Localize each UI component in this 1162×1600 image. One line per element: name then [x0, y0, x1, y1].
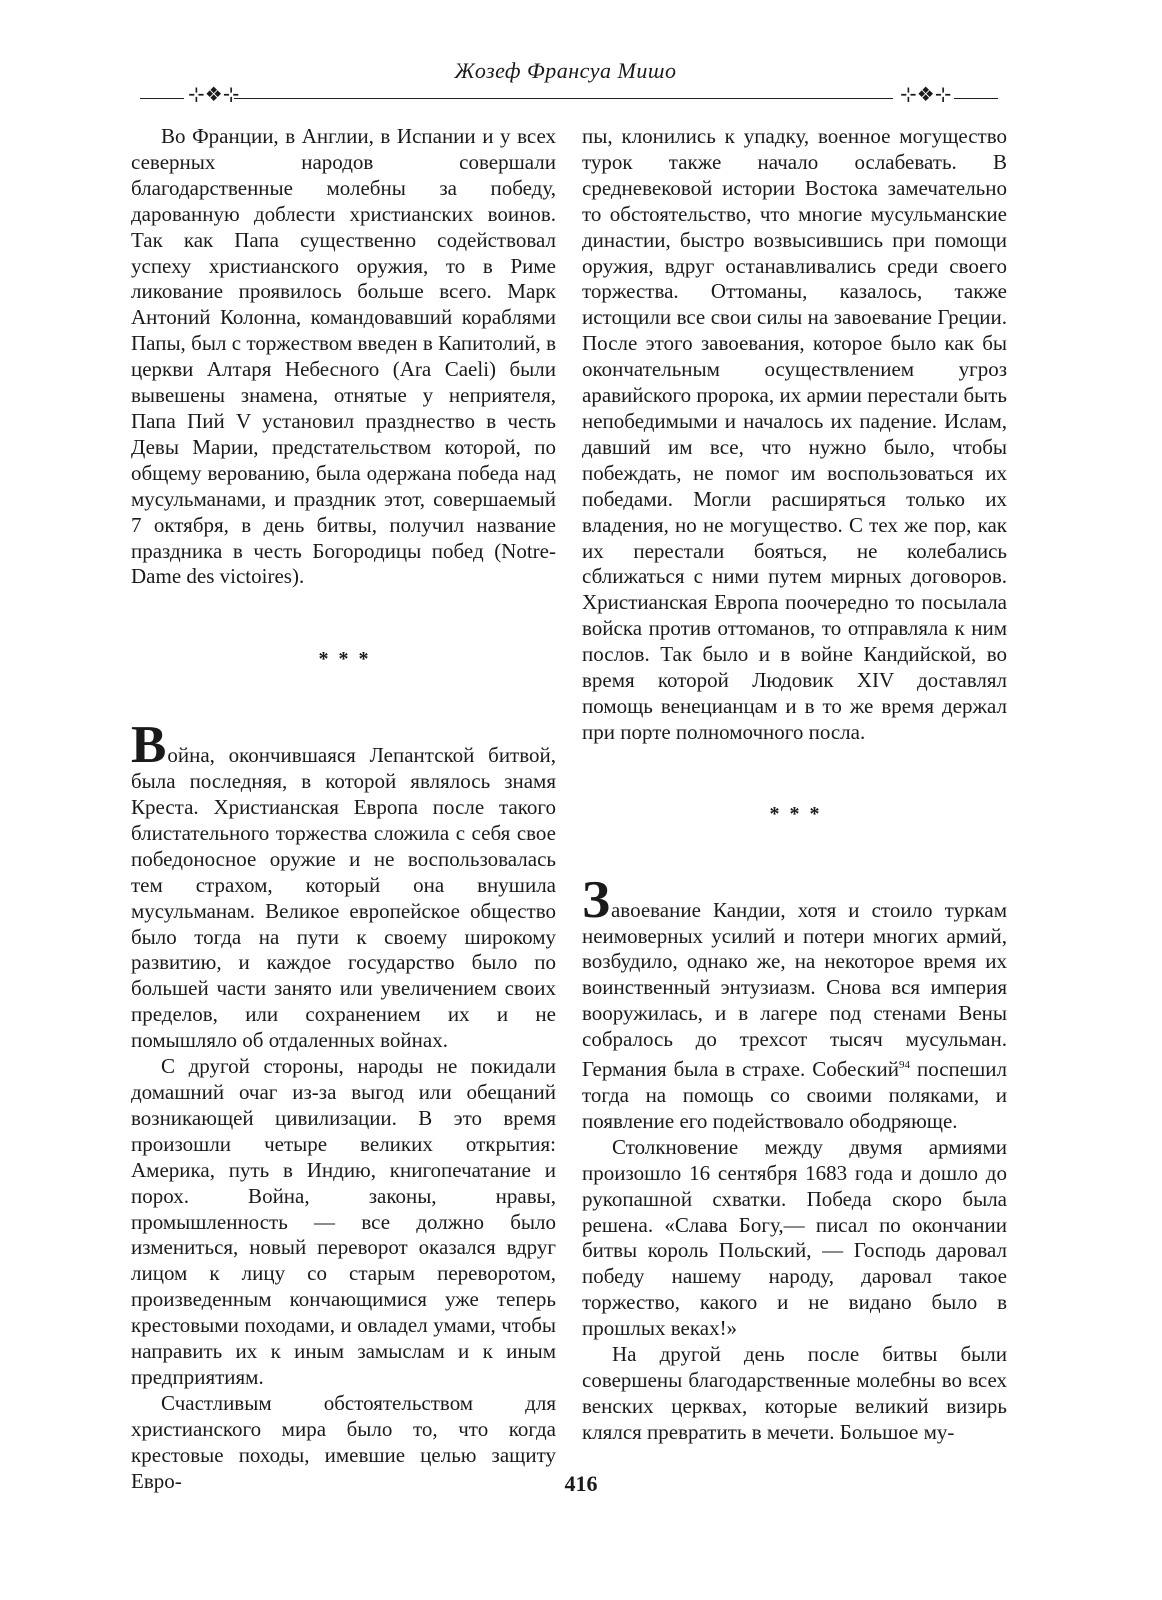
- header-rule-main: [234, 98, 893, 99]
- paragraph-text: авоевание Кандии, хотя и стоило туркам неимоверных усилий и потери многих армий, возбудило, однако же, на некоторое время их воинственный энтузиазм. Снова вся империя вооружилась, и в лагере под стенами Вены собралось до трехсот тысяч мусульман. Германия была в страхе. Собеский: [582, 897, 1007, 1082]
- paragraph-with-dropcap: [582, 870, 1007, 1135]
- paragraph: Во Франции, в Англии, в Испании и у всех северных народов совершали благодарственные молебны за победу, дарованную доблести христианских воинов. Так как Папа существенно содействовал успеху христианского оружия, то в Риме ликование проявилось больше всего. Марк Антоний Колонна, командовавший кораблями Папы, был с торжеством введен в Капитолий, в церкви Алтаря Небесного (Ara Caeli) были вывешены знамена, отнятые у неприятеля, Папа Пий V установил празднество в честь Девы Марии, предстательством которой, по общему верованию, была одержана победа над мусульманами, и праздник этот, совершаемый 7 октября, в день битвы, получил название праздника в честь Богородицы побед (Notre-Dame des victoires).: [131, 124, 556, 589]
- header-rule-right-outer: [954, 98, 998, 99]
- running-title: Жозеф Франсуа Мишо: [454, 58, 677, 83]
- section-separator: ***: [769, 802, 830, 825]
- paragraph-with-dropcap: [131, 716, 556, 1054]
- drop-cap: З: [582, 870, 610, 929]
- paragraph-text: ойна, окончившаяся Лепантской битвой, была последняя, в которой являлось знамя Креста. Христианская Европа после такого блистательного торжества сложила с себя свое победоносное оружие и не воспользовалась тем страхом, который она внушила мусульманам. Великое европейское общество было тогда на пути к своему широкому развитию, и каждое государство было по большей части занято или увеличением своих пределов, или сохранением их и не помышляло об отдаленных войнах.: [131, 743, 556, 1053]
- drop-cap: В: [131, 716, 167, 775]
- section-separator: ***: [318, 648, 379, 671]
- paragraph: На другой день после битвы были совершены благодарственные молебны во всех венских церквах, которые великий визирь клялся превратить в мечети. Большое му-: [582, 1342, 1007, 1444]
- ornament-left-icon: ⊹❖⊹: [188, 84, 240, 106]
- footnote-marker[interactable]: 94: [898, 1059, 910, 1072]
- left-column: [131, 124, 556, 1495]
- ornament-right-icon: ⊹❖⊹: [900, 84, 952, 106]
- paragraph: Столкновение между двумя армиями произошло 16 сентября 1683 года и дошло до рукопашной схватки. Победа скоро была решена. «Слава Богу,— писал по окончании битвы король Польский, — Господь даровал победу нашему народу, даровал такое торжество, какого и не видано было в прошлых веках!»: [582, 1134, 1007, 1341]
- header-rule-left-outer: [140, 98, 184, 99]
- paragraph: Счастливым обстоятельством для христианского мира было то, что когда крестовые походы, имевшие целью защиту Евро-: [131, 1390, 556, 1493]
- right-column: [582, 124, 1007, 1446]
- running-header: [128, 58, 1003, 106]
- paragraph: С другой стороны, народы не покидали домашний очаг из-за выгод или обещаний возникающей цивилизации. В это время произошли четыре великих открытия: Америка, путь в Индию, книгопечатание и порох. Война, законы, нравы, промышленность — все должно было измениться, новый переворот оказался вдруг лицом к лицу со старым переворотом, произведенным кончающимися уже теперь крестовыми походами, и овладел умами, чтобы направить их к иным замыслам и к иным предприятиям.: [131, 1054, 556, 1389]
- paragraph-text: поспешил тогда на помощь со своими поляками, и появление его подействовало ободряюще.: [582, 1057, 1007, 1133]
- page-number: 416: [564, 1471, 598, 1496]
- paragraph: пы, клонились к упадку, военное могущество турок также начало ослабевать. В средневековой истории Востока замечательно то обстоятельство, что многие мусульманские династии, быстро возвысившись при помощи оружия, вдруг останавливались среди своего торжества. Оттоманы, казалось, также истощили все свои силы на завоевание Греции. После этого завоевания, которое было как бы окончательным осуществлением угроз аравийского пророка, их армии перестали быть непобедимыми и началось их падение. Ислам, давший им все, что нужно было, чтобы побеждать, не помог им воспользоваться их победами. Могли расширяться только их владения, но не могущество. С тех же пор, как их перестали бояться, не колебались сближаться с ними путем мирных договоров. Христианская Европа поочередно то посылала войска против оттоманов, то отправляла к ним послов. Так было и в войне Кандийской, во время которой Людовик XIV доставлял помощь венецианцам и в то же время держал при порте полномочного посла.: [582, 124, 1007, 744]
